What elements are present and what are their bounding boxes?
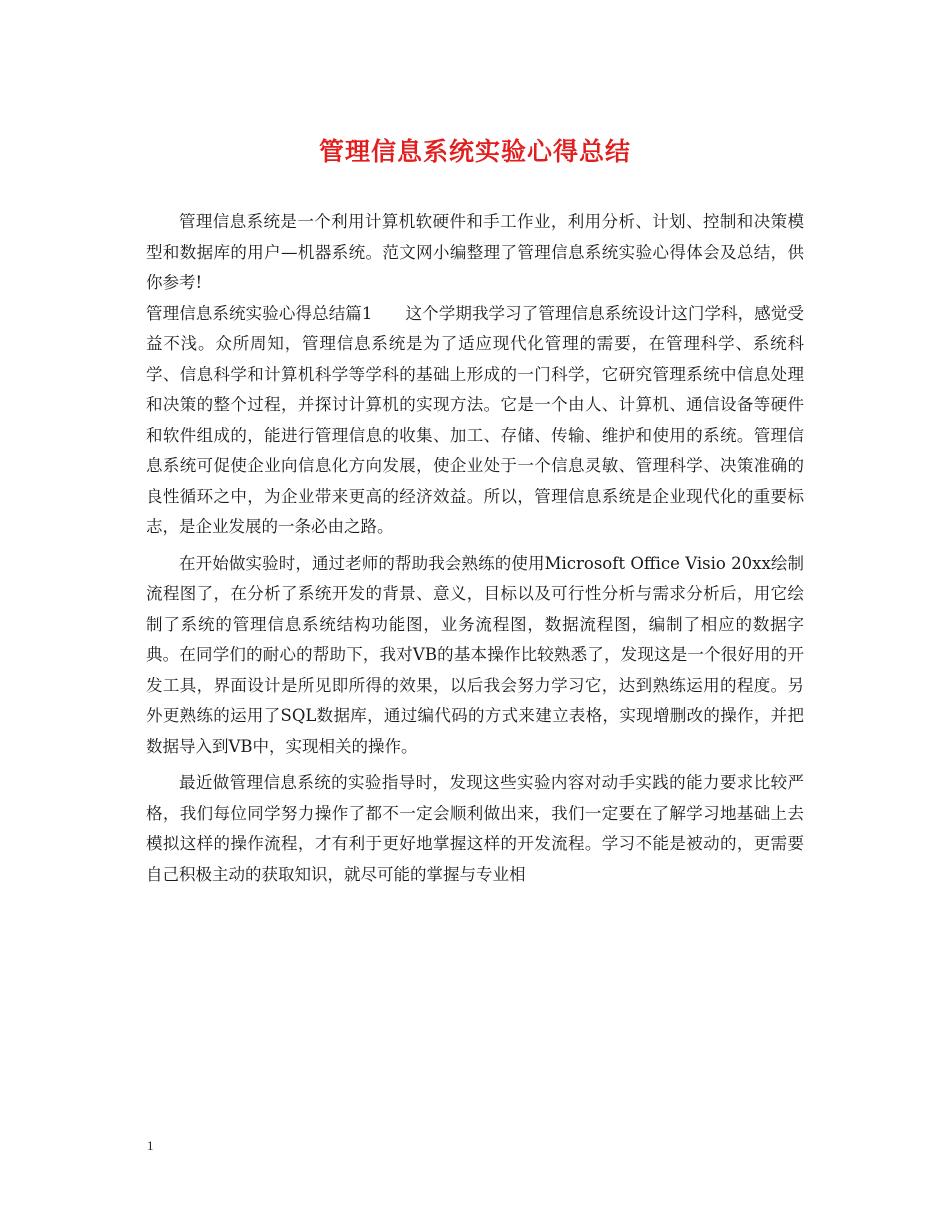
paragraph-2: 在开始做实验时，通过老师的帮助我会熟练的使用Microsoft Office Visio 20xx绘制流程图了，在分析了系统开发的背景、意义，目标以及可行性分析与需求分析后，用它绘制了系统的管理信息系统结构功能图，业务流程图，数据流程图，编制了相应的数据字典。在同学们的耐心的帮助下，我对VB的基本操作比较熟悉了，发现这是一个很好用的开发工具，界面设计是所见即所得的效果，以后我会努力学习它，达到熟练运用的程度。另外更熟练的运用了SQL数据库，通过编代码的方式来建立表格，实现增删改的操作，并把数据导入到VB中，实现相关的操作。 — [146, 553, 804, 756]
section-1-text: 这个学期我学习了管理信息系统设计这门学科，感觉受益不浅。众所周知，管理信息系统是为了适应现代化管理的需要，在管理科学、系统科学、信息科学和计算机科学等学科的基础上形成的一门科学，它研究管理系统中信息处理和决策的整个过程，并探讨计算机的实现方法。它是一个由人、计算机、通信设备等硬件和软件组成的，能进行管理信息的收集、加工、存储、传输、维护和使用的系统。管理信息系统可促使企业向信息化方向发展，使企业处于一个信息灵敏、管理科学、决策准确的良性循环之中，为企业带来更高的经济效益。所以，管理信息系统是企业现代化的重要标志，是企业发展的一条必由之路。 — [146, 303, 805, 536]
paragraph-3: 最近做管理信息系统的实验指导时，发现这些实验内容对动手实践的能力要求比较严格，我们每位同学努力操作了都不一定会顺利做出来，我们一定要在了解学习地基础上去模拟这样的操作流程，才有利于更好地掌握这样的开发流程。学习不能是被动的，更需要自己积极主动的获取知识，就尽可能的掌握与专业相 — [146, 773, 804, 884]
document-body — [146, 207, 804, 890]
section-1-paragraph — [146, 299, 804, 543]
page-number: 1 — [147, 1138, 154, 1153]
intro-paragraph: 管理信息系统是一个利用计算机软硬件和手工作业，利用分析、计划、控制和决策模型和数据库的用户—机器系统。范文网小编整理了管理信息系统实验心得体会及总结，供你参考! — [146, 212, 804, 292]
section-1-heading: 管理信息系统实验心得总结篇1 — [146, 303, 373, 323]
document-title: 管理信息系统实验心得总结 — [318, 137, 631, 166]
